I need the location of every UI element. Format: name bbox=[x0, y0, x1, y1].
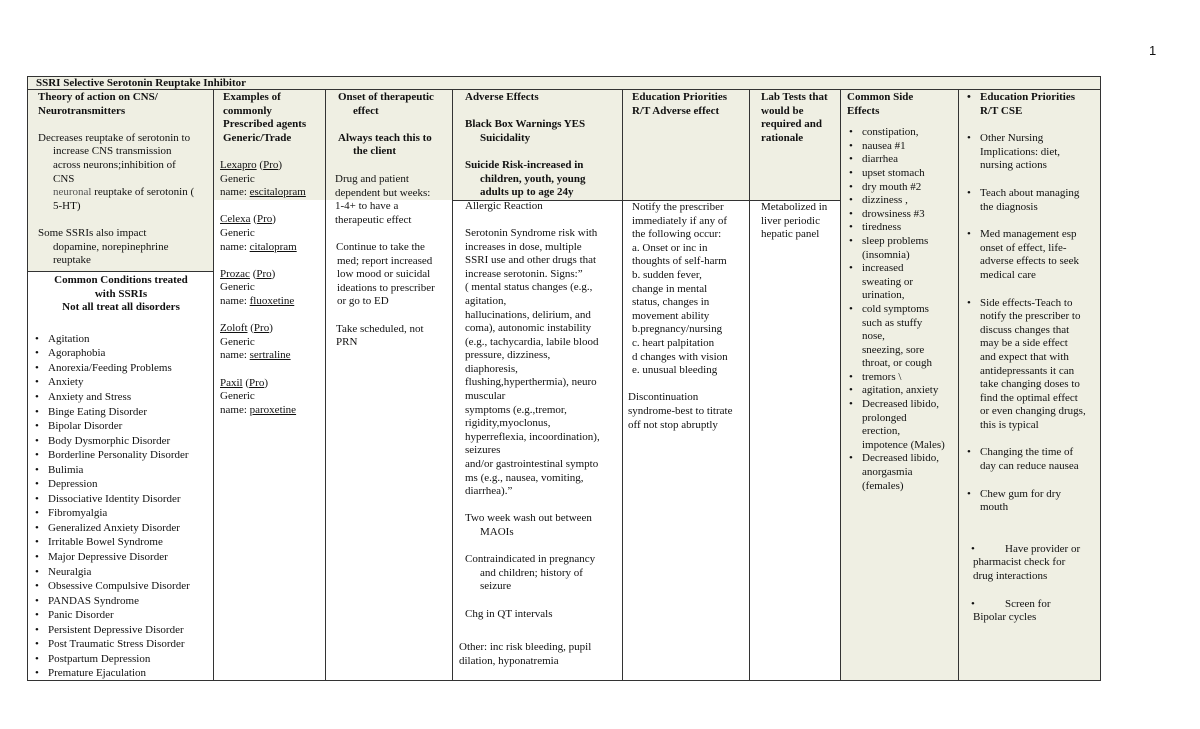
condition-item: • Postpartum Depression bbox=[33, 652, 212, 667]
education-cse-line: • Other Nursing bbox=[980, 132, 1044, 145]
onset-p3-1: Take scheduled, not bbox=[336, 322, 424, 335]
drug-trade-line: Zoloft (Pro) bbox=[220, 322, 273, 335]
notify-line: movement ability bbox=[632, 309, 710, 322]
side-effect-item bbox=[847, 194, 958, 208]
serotonin-line: coma), autonomic instability bbox=[465, 322, 592, 335]
theory-heading-1: Theory of action on CNS/ bbox=[38, 91, 158, 103]
condition-item: • Major Depressive Disorder bbox=[33, 550, 212, 565]
serotonin-line: ( mental status changes (e.g., bbox=[465, 281, 593, 294]
education-cse-line: day can reduce nausea bbox=[980, 460, 1079, 473]
onset-body bbox=[335, 173, 452, 350]
onset-section bbox=[338, 91, 452, 159]
side-effect-line: • constipation, bbox=[862, 126, 919, 139]
drug-generic-label: Generic bbox=[220, 390, 255, 403]
side-effect-line: urination, bbox=[862, 289, 905, 302]
side-effect-line: impotence (Males) bbox=[862, 438, 945, 451]
provider-check-line: drug interactions bbox=[973, 570, 1048, 583]
bbw-line-1: Black Box Warnings YES bbox=[465, 118, 586, 131]
serotonin-line: diaphoresis, bbox=[465, 362, 518, 375]
labs-text-1: Metabolized in bbox=[761, 201, 828, 213]
education-cse-line: • Chew gum for dry bbox=[980, 487, 1061, 500]
side-effect-line: • increased bbox=[862, 262, 904, 275]
drug-entry bbox=[220, 213, 324, 254]
side-effects-heading-1: Common Side bbox=[847, 91, 914, 103]
onset-p2-1: Continue to take the bbox=[336, 240, 425, 253]
side-effects-heading-2: Effects bbox=[847, 104, 880, 117]
education-cse-item bbox=[965, 228, 1099, 282]
drug-pro-label: Pro bbox=[263, 159, 279, 171]
serotonin-line: pressure, dizziness, bbox=[465, 349, 551, 362]
drug-generic-label: Generic bbox=[220, 281, 255, 294]
drug-trade-line: Lexapro (Pro) bbox=[220, 159, 283, 171]
onset-p2-3: low mood or suicidal bbox=[337, 268, 431, 281]
examples-heading-4: Generic/Trade bbox=[223, 131, 292, 144]
serotonin-line: increases in dose, multiple bbox=[465, 240, 582, 253]
side-effect-line: • Decreased libido, bbox=[862, 452, 939, 465]
side-effect-line: • Decreased libido, bbox=[862, 398, 939, 411]
drug-generic-label: Generic bbox=[220, 172, 255, 185]
theory-text-2c: reuptake bbox=[53, 254, 91, 267]
drug-trade-line: Paxil (Pro) bbox=[220, 376, 268, 389]
drug-trade-name: Lexapro bbox=[220, 159, 257, 171]
side-effects-section bbox=[847, 91, 958, 493]
notify-line: change in mental bbox=[632, 282, 708, 295]
drug-entry bbox=[220, 322, 324, 363]
theory-text-1e-tail: reuptake of serotonin ( bbox=[91, 186, 195, 199]
notify-list bbox=[632, 201, 749, 378]
notify-line: a. Onset or inc in bbox=[632, 241, 708, 254]
education-cse-line: • Teach about managing bbox=[980, 186, 1080, 199]
notify-line: e. unusual bleeding bbox=[632, 364, 718, 377]
drug-list bbox=[220, 159, 324, 431]
side-effect-item bbox=[847, 262, 958, 303]
drug-generic-line bbox=[220, 241, 324, 255]
theory-text-2b: dopamine, norepinephrine bbox=[53, 240, 169, 253]
drug-generic-line bbox=[220, 404, 324, 418]
bullet-icon: • bbox=[971, 597, 975, 610]
labs-text-2: liver periodic bbox=[761, 214, 820, 227]
condition-item: • Body Dysmorphic Disorder bbox=[33, 434, 212, 449]
condition-item: • Anxiety and Stress bbox=[33, 390, 212, 405]
condition-item: • PANDAS Syndrome bbox=[33, 594, 212, 609]
side-effect-line: • tiredness bbox=[862, 221, 902, 234]
onset-teach-2: the client bbox=[353, 145, 397, 158]
notify-line: thoughts of self-harm bbox=[632, 255, 727, 268]
discontinuation-line: off not stop abruptly bbox=[628, 418, 718, 431]
education-cse-line: take changing doses to bbox=[980, 378, 1080, 391]
discontinuation-list bbox=[628, 391, 749, 432]
serotonin-line: rigidity,myoclonus, bbox=[465, 417, 551, 430]
theory-conditions-divider bbox=[28, 271, 214, 272]
theory-text-1a: Decreases reuptake of serotonin to bbox=[38, 131, 191, 144]
education-cse-line: may be a side effect bbox=[980, 337, 1068, 350]
drug-generic-label: Generic bbox=[220, 335, 255, 348]
drug-pro-label: Pro bbox=[253, 322, 270, 335]
side-effect-line: • agitation, anxiety bbox=[862, 384, 939, 397]
education-adverse-body bbox=[628, 201, 749, 432]
notify-line: b. sudden fever, bbox=[632, 268, 702, 281]
education-cse-item bbox=[965, 187, 1099, 214]
drug-trade-name: Prozac bbox=[220, 267, 250, 280]
education-cse-line: and expect that with bbox=[980, 350, 1069, 363]
drug-generic-name: citalopram bbox=[249, 240, 297, 253]
notify-line: the following occur: bbox=[632, 228, 722, 241]
side-effect-line: • diarrhea bbox=[862, 153, 899, 166]
bullet-icon: • bbox=[971, 542, 975, 555]
allergic-reaction: Allergic Reaction bbox=[465, 199, 543, 212]
examples-heading-2: commonly bbox=[223, 104, 272, 117]
theory-text-2a: Some SSRIs also impact bbox=[38, 226, 147, 239]
education-cse-line: find the optimal effect bbox=[980, 391, 1078, 404]
adverse-section bbox=[465, 91, 622, 621]
washout-2: MAOIs bbox=[480, 526, 514, 538]
education-cse-line: notify the prescriber to bbox=[980, 310, 1081, 323]
onset-p2-5: or go to ED bbox=[337, 295, 389, 308]
col-divider-6 bbox=[750, 90, 841, 681]
side-effect-line: sweating or bbox=[862, 275, 914, 288]
onset-p1-4: therapeutic effect bbox=[335, 213, 412, 226]
serotonin-line: agitation, bbox=[465, 294, 507, 307]
drug-trade-line: Prozac (Pro) bbox=[220, 267, 276, 280]
theory-text-1c: across neurons;inhibition of bbox=[53, 158, 176, 171]
serotonin-line: symptoms (e.g.,tremor, bbox=[465, 403, 567, 416]
drug-name-label: name: bbox=[220, 349, 250, 362]
condition-item: • Panic Disorder bbox=[33, 608, 212, 623]
side-effect-item bbox=[847, 235, 958, 262]
provider-check bbox=[971, 543, 1099, 584]
drug-name-label: name: bbox=[220, 240, 250, 253]
condition-item: • Dissociative Identity Disorder bbox=[33, 492, 212, 507]
side-effect-item bbox=[847, 167, 958, 181]
serotonin-line: (e.g., tachycardia, labile blood bbox=[465, 335, 599, 348]
conditions-heading-3: Not all treat all disorders bbox=[62, 301, 180, 314]
side-effect-line: such as stuffy bbox=[862, 316, 923, 329]
condition-item: • Bipolar Disorder bbox=[33, 419, 212, 434]
provider-check-line: Have provider or bbox=[1005, 542, 1081, 555]
side-effect-item bbox=[847, 398, 958, 452]
examples-heading-3: Prescribed agents bbox=[223, 118, 307, 131]
onset-heading-2: effect bbox=[353, 104, 379, 117]
side-effect-line: nose, bbox=[862, 330, 885, 343]
education-cse-line: or even changing drugs, bbox=[980, 405, 1086, 418]
serotonin-line: SSRI use and other drugs that bbox=[465, 254, 597, 267]
side-effect-line: • sleep problems bbox=[862, 234, 929, 247]
theory-section bbox=[38, 91, 213, 268]
onset-p1-2: dependent but weeks: bbox=[335, 186, 431, 199]
side-effect-line: prolonged bbox=[862, 411, 907, 424]
drug-generic-name: fluoxetine bbox=[249, 294, 295, 307]
education-cse-line: antidepressants it can bbox=[980, 364, 1075, 377]
labs-section bbox=[761, 91, 840, 145]
notify-line: d changes with vision bbox=[632, 350, 728, 363]
side-effect-line: throat, or cough bbox=[862, 357, 932, 370]
drug-trade-name: Zoloft bbox=[220, 322, 248, 335]
labs-body bbox=[761, 201, 840, 242]
drug-generic-line bbox=[220, 186, 324, 200]
education-cse-list bbox=[965, 132, 1099, 515]
labs-heading-2: would be bbox=[761, 104, 804, 117]
labs-heading-1: Lab Tests that bbox=[761, 91, 828, 103]
education-cse-heading bbox=[965, 91, 1099, 118]
side-effect-line: anorgasmia bbox=[862, 466, 913, 479]
drug-entry bbox=[220, 268, 324, 309]
side-effects-list bbox=[847, 126, 958, 493]
side-effect-line: • dry mouth #2 bbox=[862, 180, 922, 193]
condition-item: • Neuralgia bbox=[33, 565, 212, 580]
side-effect-line: erection, bbox=[862, 425, 901, 438]
notify-line: c. heart palpitation bbox=[632, 336, 715, 349]
side-effect-line: • upset stomach bbox=[862, 166, 925, 179]
notify-line: b.pregnancy/nursing bbox=[632, 323, 723, 336]
serotonin-line: and/or gastrointestinal sympto bbox=[465, 458, 599, 471]
side-effect-line: • nausea #1 bbox=[862, 139, 906, 152]
other-2: dilation, hyponatremia bbox=[459, 654, 559, 667]
side-effect-item bbox=[847, 452, 958, 493]
condition-item: • Fibromyalgia bbox=[33, 506, 212, 521]
serotonin-line: hallucinations, delirium, and bbox=[465, 308, 591, 321]
drug-name-label: name: bbox=[220, 294, 250, 307]
condition-item: • Anxiety bbox=[33, 375, 212, 390]
serotonin-line: seizures bbox=[465, 444, 501, 457]
drug-pro-label: Pro bbox=[249, 376, 265, 389]
contra-2: and children; history of bbox=[480, 566, 583, 579]
serotonin-syndrome bbox=[465, 227, 622, 499]
conditions-section bbox=[30, 274, 212, 681]
side-effect-item bbox=[847, 208, 958, 222]
bipolar-screen-line: Screen for bbox=[1005, 597, 1051, 610]
condition-item: • Irritable Bowel Syndrome bbox=[33, 535, 212, 550]
education-adverse-section bbox=[632, 91, 749, 118]
education-cse-heading-2: R/T CSE bbox=[980, 104, 1023, 117]
side-effect-line: (insomnia) bbox=[862, 248, 910, 261]
education-cse-line: nursing actions bbox=[980, 159, 1047, 172]
education-cse-heading-1: • Education Priorities bbox=[980, 91, 1076, 103]
risk-line-3: adults up to age 24y bbox=[480, 186, 574, 199]
theory-text-1f: 5-HT) bbox=[53, 199, 81, 212]
side-effect-line: • tremors \ bbox=[862, 370, 902, 383]
side-effect-item bbox=[847, 303, 958, 371]
notify-line: immediately if any of bbox=[632, 214, 727, 227]
onset-p2-2: med; report increased bbox=[337, 254, 433, 267]
qt-interval: Chg in QT intervals bbox=[465, 607, 553, 620]
education-cse-line: Implications: diet, bbox=[980, 145, 1061, 158]
drug-generic-name: escitalopram bbox=[249, 186, 306, 199]
bipolar-screen-line: Bipolar cycles bbox=[973, 611, 1037, 624]
onset-p3-2: PRN bbox=[336, 336, 358, 349]
drug-name-label: name: bbox=[220, 403, 250, 416]
side-effect-item bbox=[847, 371, 958, 385]
serotonin-line: flushing,hyperthermia), neuro bbox=[465, 376, 597, 389]
page-number: 1 bbox=[1149, 43, 1157, 58]
drug-generic-line bbox=[220, 295, 324, 309]
education-cse-section bbox=[965, 91, 1099, 639]
side-effect-item bbox=[847, 384, 958, 398]
onset-teach-1: Always teach this to bbox=[338, 131, 432, 144]
risk-line-2: children, youth, young bbox=[480, 172, 586, 185]
drug-trade-name: Celexa bbox=[220, 213, 251, 226]
side-effect-item bbox=[847, 221, 958, 235]
serotonin-line: diarrhea).” bbox=[465, 485, 513, 498]
side-effect-item bbox=[847, 153, 958, 167]
education-cse-item bbox=[965, 297, 1099, 433]
education-cse-item bbox=[965, 132, 1099, 173]
condition-item: • Generalized Anxiety Disorder bbox=[33, 521, 212, 536]
conditions-heading-2: with SSRIs bbox=[94, 287, 148, 300]
conditions-heading-1: Common Conditions treated bbox=[54, 274, 188, 286]
condition-item: • Premature Ejaculation bbox=[33, 666, 212, 681]
condition-item: • Anorexia/Feeding Problems bbox=[33, 361, 212, 376]
other-1: Other: inc risk bleeding, pupil bbox=[459, 641, 592, 653]
education-cse-line: this is typical bbox=[980, 418, 1039, 431]
provider-check-line: pharmacist check for bbox=[973, 556, 1066, 569]
condition-item: • Persistent Depressive Disorder bbox=[33, 623, 212, 638]
condition-item: • Agoraphobia bbox=[33, 346, 212, 361]
condition-item: • Bulimia bbox=[33, 463, 212, 478]
theory-text-1e bbox=[38, 186, 213, 200]
drug-pro-label: Pro bbox=[256, 213, 273, 226]
table-title: SSRI Selective Serotonin Reuptake Inhibitor bbox=[36, 77, 247, 89]
side-effect-line: • cold symptoms bbox=[862, 302, 929, 315]
washout-1: Two week wash out between bbox=[465, 512, 592, 525]
bipolar-screen bbox=[971, 598, 1099, 625]
theory-text-1b: increase CNS transmission bbox=[53, 145, 172, 158]
onset-p1-3: 1-4+ to have a bbox=[335, 200, 399, 213]
labs-text-3: hepatic panel bbox=[761, 228, 820, 241]
contra-1: Contraindicated in pregnancy bbox=[465, 553, 596, 566]
education-cse-tail bbox=[971, 543, 1099, 625]
education-cse-item bbox=[965, 446, 1099, 473]
education-cse-item bbox=[965, 488, 1099, 515]
education-cse-line: medical care bbox=[980, 268, 1036, 281]
serotonin-line: muscular bbox=[465, 390, 506, 403]
education-adverse-heading-1: Education Priorities bbox=[632, 91, 728, 103]
drug-entry bbox=[220, 159, 324, 200]
onset-p1-1: Drug and patient bbox=[335, 173, 409, 185]
theory-heading-2: Neurotransmitters bbox=[38, 104, 126, 117]
labs-heading-4: rationale bbox=[761, 131, 804, 144]
condition-item: • Depression bbox=[33, 477, 212, 492]
onset-p2-4: ideations to prescriber bbox=[337, 281, 435, 294]
side-effect-item bbox=[847, 140, 958, 154]
education-cse-line: onset of effect, life- bbox=[980, 241, 1067, 254]
drug-trade-name: Paxil bbox=[220, 376, 243, 389]
drug-generic-label: Generic bbox=[220, 226, 255, 239]
education-cse-line: • Changing the time of bbox=[980, 446, 1074, 459]
drug-trade-line: Celexa (Pro) bbox=[220, 213, 276, 226]
condition-item: • Borderline Personality Disorder bbox=[33, 448, 212, 463]
provider-check-first bbox=[971, 543, 1099, 557]
conditions-list bbox=[30, 332, 212, 681]
education-cse-line: adverse effects to seek bbox=[980, 255, 1080, 268]
examples-heading-1: Examples of bbox=[223, 91, 281, 103]
serotonin-line: ms (e.g., nausea, vomiting, bbox=[465, 471, 584, 484]
education-cse-line: the diagnosis bbox=[980, 200, 1038, 213]
risk-line-1: Suicide Risk-increased in bbox=[465, 158, 584, 171]
condition-item: • Binge Eating Disorder bbox=[33, 405, 212, 420]
adverse-heading: Adverse Effects bbox=[465, 91, 539, 103]
discontinuation-line: syndrome-best to titrate bbox=[628, 404, 733, 417]
drug-generic-name: paroxetine bbox=[249, 403, 297, 416]
contra-3: seizure bbox=[480, 580, 512, 593]
side-effect-item bbox=[847, 126, 958, 140]
bipolar-screen-first bbox=[971, 598, 1099, 612]
side-effect-line: • drowsiness #3 bbox=[862, 207, 925, 220]
drug-generic-line bbox=[220, 349, 324, 363]
serotonin-line: hyperreflexia, incoordination), bbox=[465, 430, 600, 443]
bbw-line-2: Suicidality bbox=[480, 131, 531, 144]
education-cse-line: mouth bbox=[980, 501, 1009, 514]
education-cse-line: • Med management esp bbox=[980, 228, 1077, 241]
theory-text-1d: CNS bbox=[53, 172, 75, 185]
side-effect-line: (females) bbox=[862, 479, 904, 492]
drug-generic-name: sertraline bbox=[249, 349, 291, 362]
condition-item: • Obsessive Compulsive Disorder bbox=[33, 579, 212, 594]
notify-line: Notify the prescriber bbox=[632, 201, 724, 213]
education-cse-line: discuss changes that bbox=[980, 323, 1070, 336]
onset-heading-1: Onset of therapeutic bbox=[338, 91, 434, 103]
education-cse-line: • Side effects-Teach to bbox=[980, 296, 1073, 309]
drug-entry bbox=[220, 377, 324, 418]
side-effect-line: sneezing, sore bbox=[862, 343, 925, 356]
labs-heading-3: required and bbox=[761, 118, 823, 131]
serotonin-line: Serotonin Syndrome risk with bbox=[465, 226, 598, 239]
side-effect-line: • dizziness , bbox=[862, 194, 908, 207]
adverse-other bbox=[459, 641, 622, 668]
drug-pro-label: Pro bbox=[256, 267, 272, 280]
drug-name-label: name: bbox=[220, 186, 250, 199]
condition-item: • Post Traumatic Stress Disorder bbox=[33, 637, 212, 652]
examples-section bbox=[223, 91, 325, 145]
notify-line: status, changes in bbox=[632, 296, 710, 309]
discontinuation-line: Discontinuation bbox=[628, 391, 699, 404]
condition-item: • Agitation bbox=[33, 332, 212, 347]
serotonin-line: increase serotonin. Signs:” bbox=[465, 267, 583, 280]
education-adverse-heading-2: R/T Adverse effect bbox=[632, 104, 720, 117]
theory-neuronal: neuronal bbox=[53, 186, 92, 199]
side-effect-item bbox=[847, 181, 958, 195]
